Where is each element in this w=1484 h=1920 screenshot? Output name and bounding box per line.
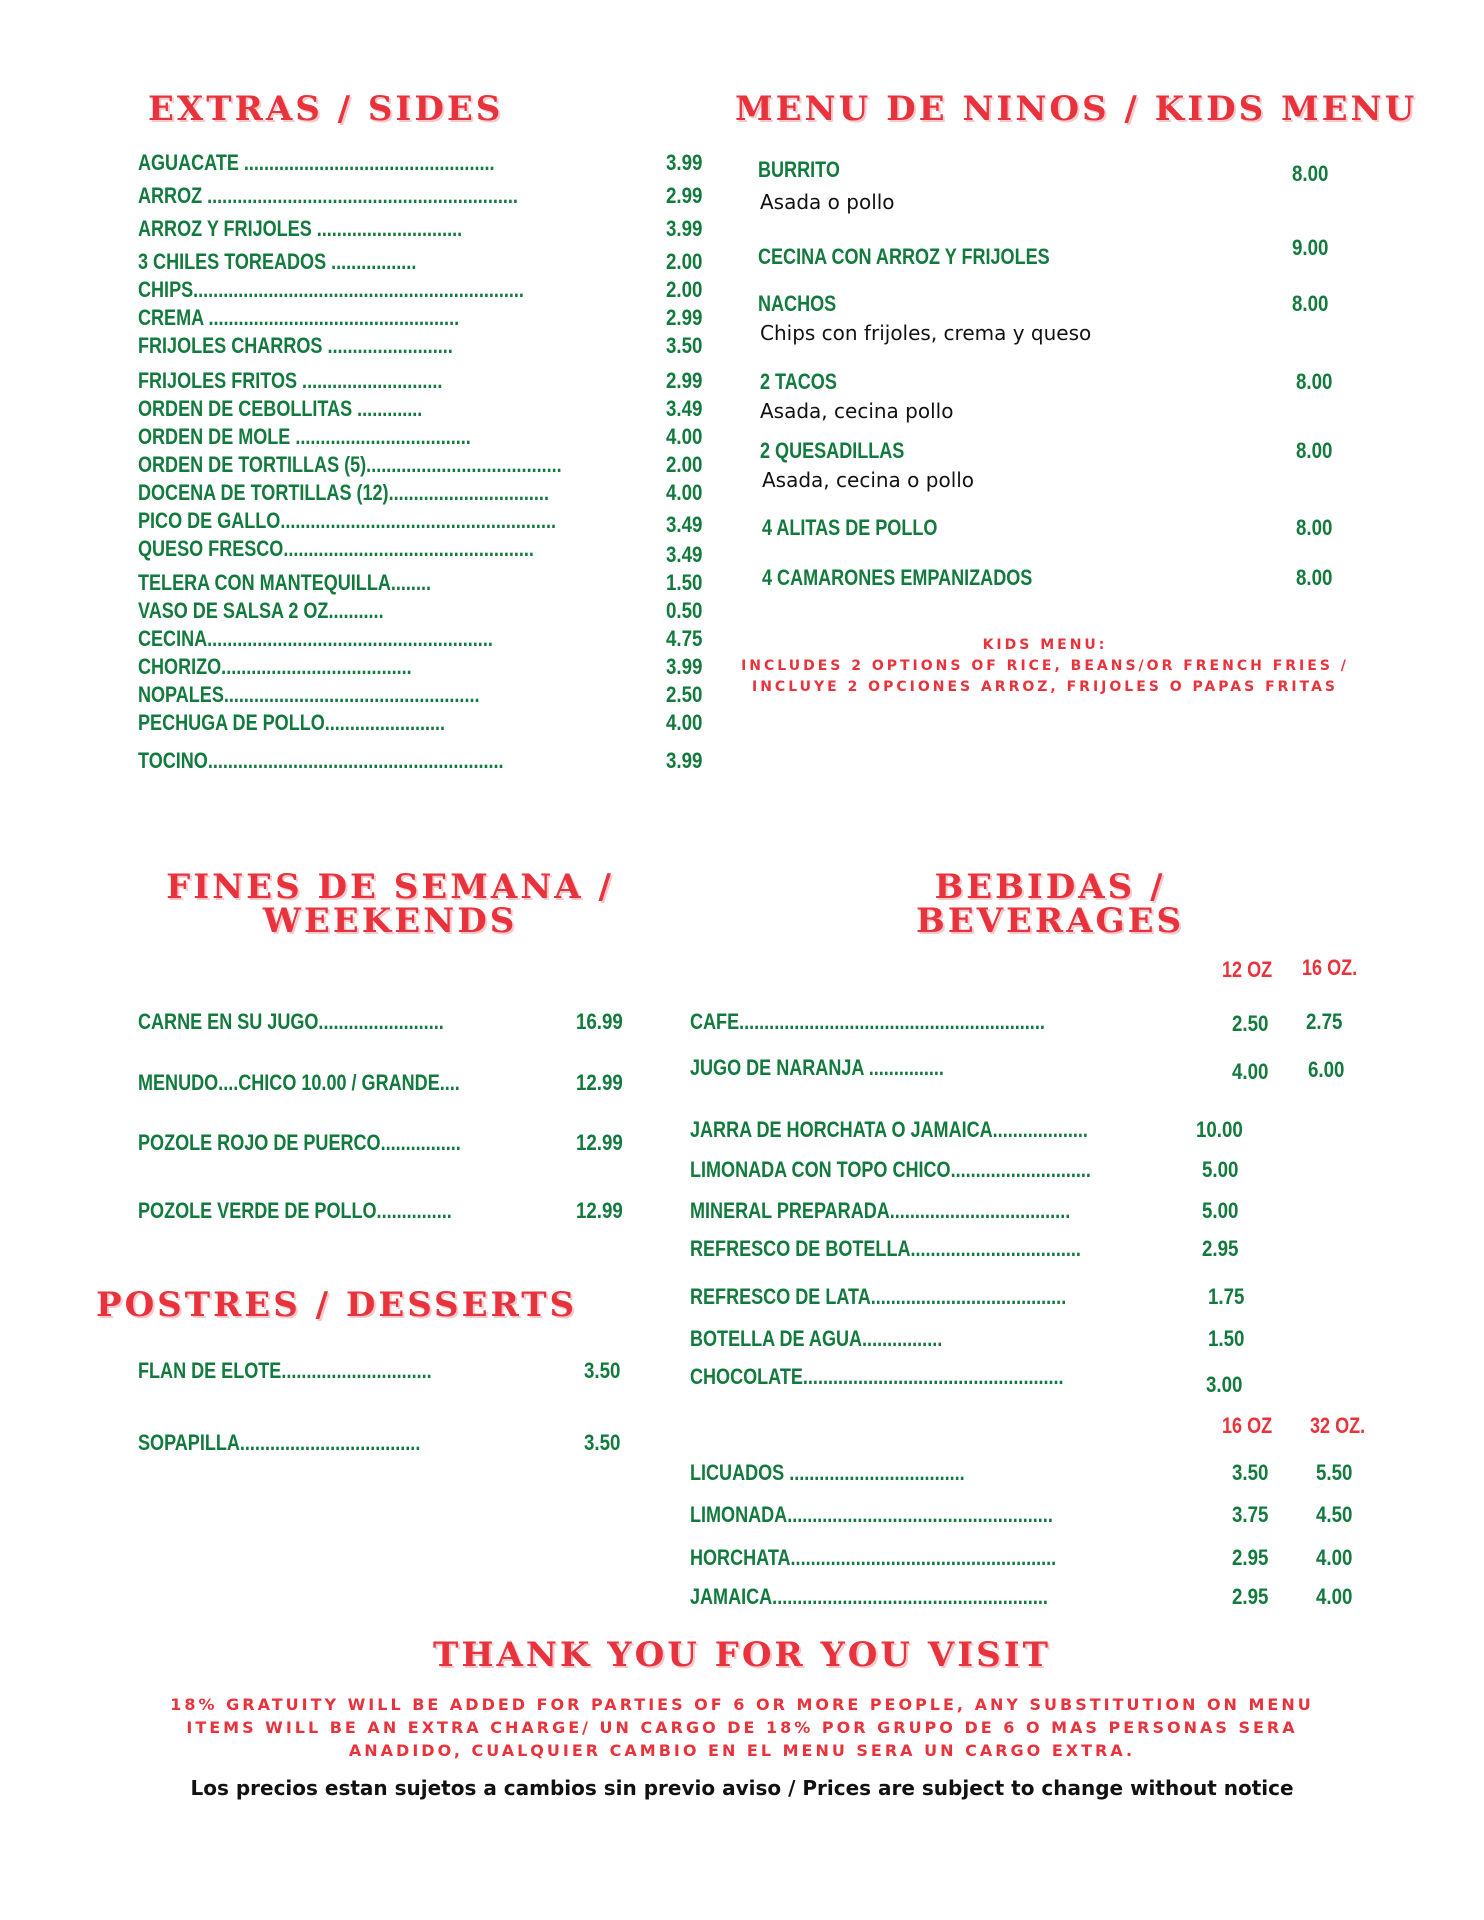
extras-item-name: PECHUGA DE POLLO........................ (138, 710, 446, 735)
gratuity-line: 18% GRATUITY WILL BE ADDED FOR PARTIES OF 6 OR MORE PEOPLE, ANY SUBSTITUTION ON MENU (170, 1695, 1314, 1714)
extras-item-price: 3.49 (666, 542, 703, 567)
beverage-item-price: 2.95 (1232, 1545, 1269, 1570)
beverage-item-price: 3.75 (1232, 1502, 1269, 1527)
size-header-32oz: 32 OZ. (1310, 1413, 1366, 1438)
weekends-item-price: 12.99 (576, 1070, 623, 1095)
extras-item-price: 3.99 (666, 150, 703, 175)
desserts-item-name: SOPAPILLA.................................... (138, 1430, 421, 1455)
desserts-item-name: FLAN DE ELOTE.............................. (138, 1358, 432, 1383)
gratuity-note (100, 1693, 1384, 1762)
beverage-item-price: 1.75 (1208, 1284, 1245, 1309)
beverage-item-price: 4.00 (1316, 1545, 1353, 1570)
beverage-item-price: 10.00 (1196, 1117, 1243, 1142)
extras-item-price: 2.00 (666, 277, 703, 302)
extras-item-name: CHIPS.................................................................. (138, 277, 524, 302)
kids-item-name: 4 CAMARONES EMPANIZADOS (762, 565, 1033, 590)
kids-item-price: 8.00 (1292, 291, 1329, 316)
extras-item-price: 3.99 (666, 654, 703, 679)
extras-item-name: CREMA .................................................. (138, 305, 460, 330)
extras-item-name: QUESO FRESCO.................................................. (138, 536, 534, 561)
extras-item-name: FRIJOLES CHARROS ......................... (138, 333, 453, 358)
extras-item-name: AGUACATE .................................................. (138, 150, 495, 175)
beverage-item-price: 2.75 (1306, 1009, 1343, 1034)
extras-item-price: 3.49 (666, 512, 703, 537)
weekends-title-line: WEEKENDS (262, 901, 518, 941)
beverage-item-price: 3.00 (1206, 1372, 1243, 1397)
extras-item-name: CHORIZO...................................... (138, 654, 412, 679)
beverage-item-name: CAFE............................................................. (690, 1009, 1045, 1034)
beverage-item-price: 2.50 (1232, 1011, 1269, 1036)
extras-item-name: PICO DE GALLO....................................................... (138, 508, 556, 533)
kids-item-price: 9.00 (1292, 235, 1329, 260)
weekends-title-line: FINES DE SEMANA / (166, 867, 614, 907)
beverages-title-line: BEVERAGES (915, 901, 1185, 941)
kids-item-desc: Chips con frijoles, crema y queso (760, 321, 1092, 345)
beverage-item-name: BOTELLA DE AGUA................ (690, 1326, 943, 1351)
kids-item-name: NACHOS (758, 291, 837, 316)
beverage-item-price: 2.95 (1202, 1236, 1239, 1261)
beverage-item-name: HORCHATA..................................................... (690, 1545, 1057, 1570)
desserts-item-price: 3.50 (584, 1430, 621, 1455)
thank-you-heading: THANK YOU FOR YOU VISIT (433, 1635, 1051, 1675)
beverage-item-name: CHOCOLATE.................................................... (690, 1364, 1064, 1389)
kids-menu-title: MENU DE NINOS / KIDS MENU (735, 89, 1418, 129)
kids-item-name: BURRITO (758, 157, 840, 182)
beverage-item-price: 3.50 (1232, 1460, 1269, 1485)
extras-item-price: 2.00 (666, 452, 703, 477)
size-header-16oz: 16 OZ. (1302, 955, 1358, 980)
beverages-title (810, 867, 1290, 941)
extras-item-name: TOCINO........................................................... (138, 748, 504, 773)
kids-item-name: 2 QUESADILLAS (760, 438, 905, 463)
weekends-title (120, 867, 660, 941)
extras-item-name: VASO DE SALSA 2 OZ........... (138, 598, 384, 623)
weekends-item-price: 12.99 (576, 1198, 623, 1223)
beverage-item-price: 4.00 (1232, 1059, 1269, 1084)
kids-menu-note (740, 635, 1350, 698)
beverage-item-name: MINERAL PREPARADA.................................... (690, 1198, 1071, 1223)
weekends-item-price: 16.99 (576, 1009, 623, 1034)
desserts-item-price: 3.50 (584, 1358, 621, 1383)
desserts-title: POSTRES / DESSERTS (96, 1285, 578, 1325)
extras-item-name: FRIJOLES FRITOS ............................ (138, 368, 443, 393)
beverages-title-line: BEBIDAS / (934, 867, 1166, 907)
weekends-item-name: MENUDO....CHICO 10.00 / GRANDE.... (138, 1070, 460, 1095)
kids-note-line: KIDS MENU: (982, 637, 1108, 653)
beverage-item-name: REFRESCO DE BOTELLA.................................. (690, 1236, 1081, 1261)
kids-item-desc: Asada o pollo (760, 190, 895, 214)
extras-item-name: ORDEN DE MOLE ................................... (138, 424, 471, 449)
beverage-item-price: 2.95 (1232, 1584, 1269, 1609)
extras-item-price: 2.50 (666, 682, 703, 707)
beverage-item-price: 5.00 (1202, 1157, 1239, 1182)
extras-item-price: 0.50 (666, 598, 703, 623)
extras-item-price: 2.99 (666, 183, 703, 208)
extras-title: EXTRAS / SIDES (148, 89, 504, 129)
kids-item-name: CECINA CON ARROZ Y FRIJOLES (758, 244, 1050, 269)
extras-item-name: ARROZ .............................................................. (138, 183, 518, 208)
extras-item-name: ARROZ Y FRIJOLES ............................. (138, 216, 463, 241)
extras-item-name: 3 CHILES TOREADOS ................. (138, 249, 417, 274)
beverage-item-name: REFRESCO DE LATA....................................... (690, 1284, 1067, 1309)
beverage-item-price: 5.00 (1202, 1198, 1239, 1223)
extras-item-price: 4.00 (666, 480, 703, 505)
beverage-item-price: 4.50 (1316, 1502, 1353, 1527)
extras-item-name: ORDEN DE CEBOLLITAS ............. (138, 396, 423, 421)
kids-item-price: 8.00 (1296, 515, 1333, 540)
extras-item-name: TELERA CON MANTEQUILLA........ (138, 570, 431, 595)
beverage-item-name: LIMONADA CON TOPO CHICO............................ (690, 1157, 1091, 1182)
extras-item-price: 4.00 (666, 710, 703, 735)
kids-item-price: 8.00 (1296, 438, 1333, 463)
extras-item-price: 2.99 (666, 305, 703, 330)
beverage-item-name: LICUADOS ................................... (690, 1460, 965, 1485)
extras-item-name: NOPALES................................................... (138, 682, 480, 707)
kids-item-name: 4 ALITAS DE POLLO (762, 515, 938, 540)
extras-item-price: 3.50 (666, 333, 703, 358)
extras-item-price: 4.00 (666, 424, 703, 449)
size-header-16oz-b: 16 OZ (1222, 1413, 1273, 1438)
beverage-item-name: JUGO DE NARANJA ............... (690, 1055, 944, 1080)
kids-item-desc: Asada, cecina o pollo (762, 468, 975, 492)
beverage-item-price: 1.50 (1208, 1326, 1245, 1351)
kids-item-price: 8.00 (1296, 565, 1333, 590)
size-header-12oz: 12 OZ (1222, 957, 1273, 982)
extras-item-price: 1.50 (666, 570, 703, 595)
gratuity-line: ANADIDO, CUALQUIER CAMBIO EN EL MENU SERA UN CARGO EXTRA. (348, 1741, 1136, 1760)
extras-item-price: 2.00 (666, 249, 703, 274)
weekends-item-name: POZOLE VERDE DE POLLO............... (138, 1198, 452, 1223)
beverage-item-price: 5.50 (1316, 1460, 1353, 1485)
weekends-item-name: POZOLE ROJO DE PUERCO................ (138, 1130, 461, 1155)
kids-item-name: 2 TACOS (760, 369, 837, 394)
kids-note-line: INCLUYE 2 OPCIONES ARROZ, FRIJOLES O PAPAS FRITAS (752, 679, 1338, 695)
beverage-item-name: JAMAICA....................................................... (690, 1584, 1048, 1609)
extras-item-name: DOCENA DE TORTILLAS (12)................................ (138, 480, 549, 505)
extras-item-price: 4.75 (666, 626, 703, 651)
extras-item-price: 3.49 (666, 396, 703, 421)
extras-item-price: 2.99 (666, 368, 703, 393)
kids-note-line: INCLUDES 2 OPTIONS OF RICE, BEANS/OR FRENCH FRIES / (741, 658, 1349, 674)
kids-item-price: 8.00 (1292, 161, 1329, 186)
weekends-item-name: CARNE EN SU JUGO......................... (138, 1009, 444, 1034)
beverage-item-price: 6.00 (1308, 1057, 1345, 1082)
kids-item-price: 8.00 (1296, 369, 1333, 394)
extras-item-name: CECINA......................................................... (138, 626, 493, 651)
extras-item-name: ORDEN DE TORTILLAS (5)....................................... (138, 452, 562, 477)
extras-item-price: 3.99 (666, 216, 703, 241)
kids-item-desc: Asada, cecina pollo (760, 399, 954, 423)
extras-item-price: 3.99 (666, 748, 703, 773)
gratuity-line: ITEMS WILL BE AN EXTRA CHARGE/ UN CARGO DE 18% POR GRUPO DE 6 O MAS PERSONAS SERA (186, 1718, 1298, 1737)
beverage-item-price: 4.00 (1316, 1584, 1353, 1609)
price-notice: Los precios estan sujetos a cambios sin previo aviso / Prices are subject to change without notice (190, 1776, 1294, 1800)
beverage-item-name: LIMONADA..................................................... (690, 1502, 1053, 1527)
beverage-item-name: JARRA DE HORCHATA O JAMAICA................... (690, 1117, 1088, 1142)
weekends-item-price: 12.99 (576, 1130, 623, 1155)
